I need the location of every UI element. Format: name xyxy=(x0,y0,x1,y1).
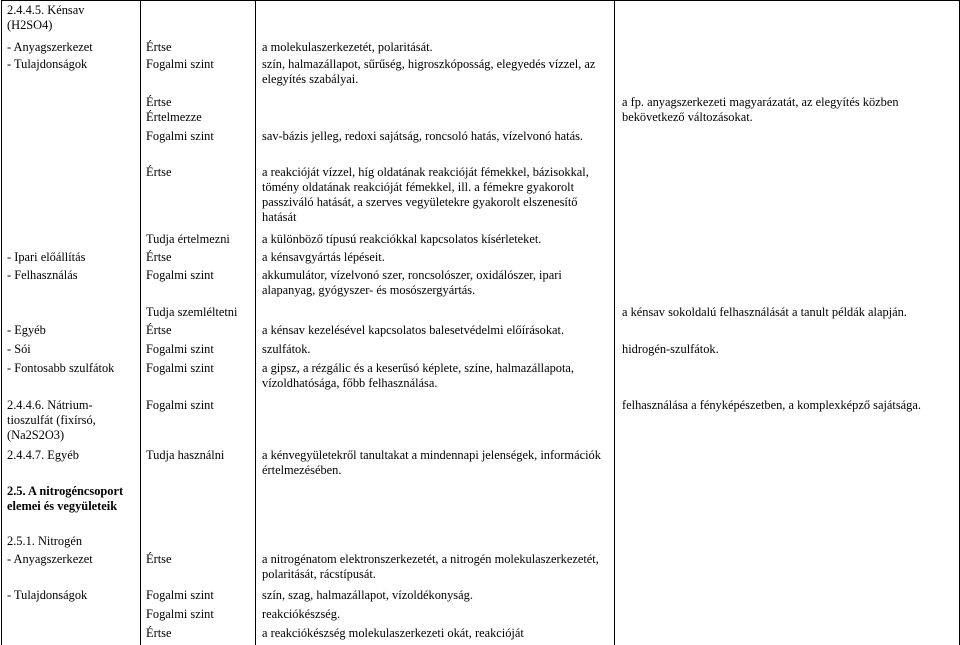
extended-content-cell: a fp. anyagszerkezeti magyarázatát, az elegyítés közben bekövetkező változásokat. xyxy=(622,95,899,124)
content-cell: a kénsavgyártás lépéseit. xyxy=(262,250,385,264)
content-cell: a molekulaszerkezetét, polaritását. xyxy=(262,40,433,54)
topic-cell: 2.4.4.5. Kénsav (H2SO4) xyxy=(7,3,85,32)
content-cell: a különböző típusú reakciókkal kapcsolatos kísérleteket. xyxy=(262,232,542,246)
topic-cell: 2.4.4.7. Egyéb xyxy=(7,448,79,462)
content-cell: szín, szag, halmazállapot, vízoldékonyság. xyxy=(262,588,473,602)
level-cell: Értse xyxy=(146,165,172,179)
level-cell: Fogalmi szint xyxy=(146,398,214,412)
level-cell: Fogalmi szint xyxy=(146,342,214,356)
content-cell: a kénsav kezelésével kapcsolatos balesetvédelmi előírásokat. xyxy=(262,323,565,337)
content-cell: akkumulátor, vízelvonó szer, roncsolószer, oxidálószer, ipari alapanyag, gyógyszer- és mosószergyártás. xyxy=(262,268,562,297)
topic-cell: - Fontosabb szulfátok xyxy=(7,361,115,375)
topic-cell: 2.4.4.6. Nátrium-tioszulfát (fixírsó, (Na2S2O3) xyxy=(7,398,96,442)
content-cell: reakciókészség. xyxy=(262,607,341,621)
level-cell: Értelmezze xyxy=(146,110,202,124)
content-cell: a nitrogénatom elektronszerkezetét, a nitrogén molekulaszerkezetét, polaritását, rácstípusát. xyxy=(262,552,599,581)
extended-content-cell: felhasználása a fényképészetben, a komplexképző sajátsága. xyxy=(622,398,921,412)
column-divider xyxy=(614,0,615,645)
content-cell: a kénvegyületekről tanultakat a mindennapi jelenségek, információk értelmezésében. xyxy=(262,448,601,477)
topic-cell: - Egyéb xyxy=(7,323,46,337)
content-cell: a reakcióját vízzel, híg oldatának reakcióját fémekkel, bázisokkal, tömény oldatának reakcióját fémekkel, ill. a fémekre gyakorolt passziváló hatását, a szerves vegyületekre gyakorolt elszenesítő hatását xyxy=(262,165,589,224)
level-cell: Fogalmi szint xyxy=(146,361,214,375)
section-heading: 2.5. A nitrogéncsoport elemei és vegyületeik xyxy=(7,484,124,513)
extended-content-cell: a kénsav sokoldalú felhasználását a tanult példák alapján. xyxy=(622,305,907,319)
level-cell: Tudja szemléltetni xyxy=(146,305,238,319)
level-cell: Fogalmi szint xyxy=(146,268,214,282)
content-cell: szulfátok. xyxy=(262,342,311,356)
level-cell: Értse xyxy=(146,40,172,54)
level-cell: Fogalmi szint xyxy=(146,588,214,602)
content-cell: a gipsz, a rézgálic és a keserűsó képlete, színe, halmazállapota, vízoldhatósága, főbb felhasználása. xyxy=(262,361,575,390)
level-cell: Tudja értelmezni xyxy=(146,232,230,246)
topic-cell: - Ipari előállítás xyxy=(7,250,86,264)
topic-cell: - Anyagszerkezet xyxy=(7,552,93,566)
level-cell: Fogalmi szint xyxy=(146,57,214,71)
level-cell: Tudja használni xyxy=(146,448,225,462)
content-cell: a reakciókészség molekulaszerkezeti okát, reakcióját xyxy=(262,626,524,640)
level-cell: Fogalmi szint xyxy=(146,129,214,143)
topic-cell: - Tulajdonságok xyxy=(7,57,88,71)
level-cell: Értse xyxy=(146,95,172,109)
content-cell: szín, halmazállapot, sűrűség, higroszkóposság, elegyedés vízzel, az elegyítés szabályai. xyxy=(262,57,596,86)
topic-cell: - Sói xyxy=(7,342,31,356)
level-cell: Fogalmi szint xyxy=(146,607,214,621)
level-cell: Értse xyxy=(146,323,172,337)
level-cell: Értse xyxy=(146,250,172,264)
extended-content-cell: hidrogén-szulfátok. xyxy=(622,342,719,356)
level-cell: Értse xyxy=(146,552,172,566)
topic-cell: - Tulajdonságok xyxy=(7,588,88,602)
topic-cell: - Anyagszerkezet xyxy=(7,40,93,54)
column-divider xyxy=(140,0,141,645)
topic-cell: 2.5.1. Nitrogén xyxy=(7,534,83,548)
topic-cell: - Felhasználás xyxy=(7,268,78,282)
content-cell: sav-bázis jelleg, redoxi sajátság, roncsoló hatás, vízelvonó hatás. xyxy=(262,129,584,143)
level-cell: Értse xyxy=(146,626,172,640)
